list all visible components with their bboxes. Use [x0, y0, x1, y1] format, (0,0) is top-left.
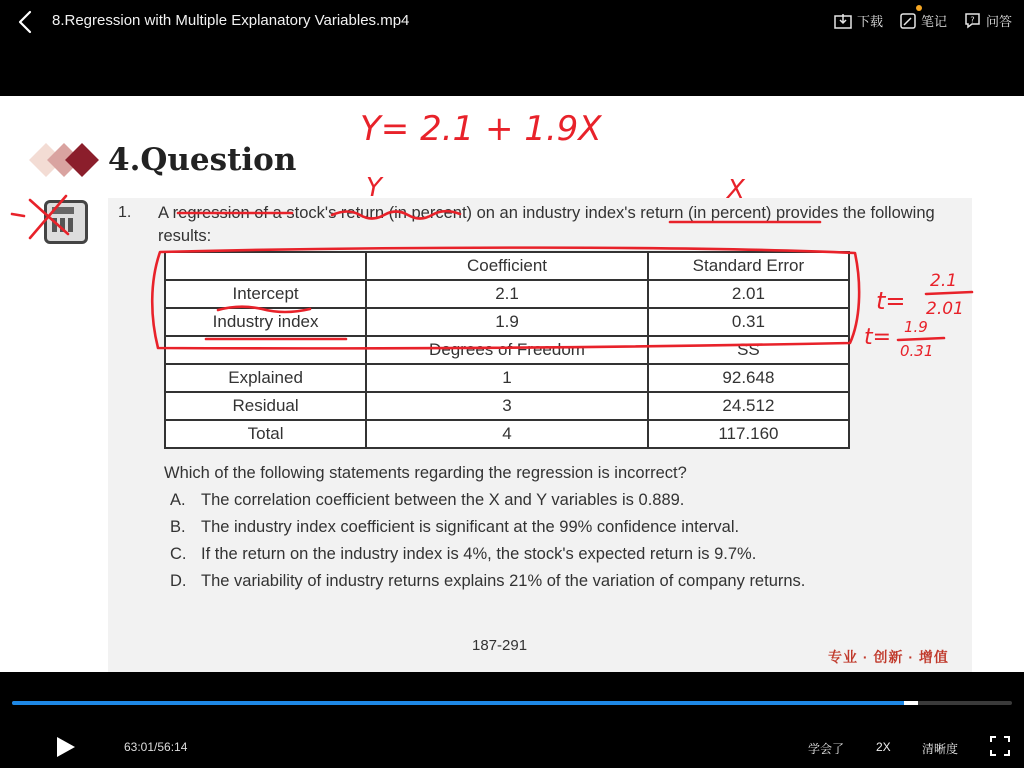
table-cell: 2.01 [648, 280, 849, 308]
video-title: 8.Regression with Multiple Explanatory Variables.mp4 [52, 12, 410, 29]
download-label: 下载 [857, 14, 884, 29]
learned-button[interactable]: 学会了 [808, 742, 845, 756]
option-text: The variability of industry returns explains 21% of the variation of company returns. [201, 572, 806, 590]
time-display: 63:01/56:14 [124, 740, 188, 754]
back-icon[interactable] [12, 8, 40, 36]
table-cell: 117.160 [648, 420, 849, 448]
qa-icon [964, 12, 981, 29]
notes-button[interactable] [900, 11, 947, 30]
svg-text:?: ? [970, 15, 975, 25]
progress-fill [12, 701, 907, 705]
notes-label: 笔记 [921, 14, 948, 29]
table-cell: Total [165, 420, 366, 448]
slogan: 专业 · 创新 · 增值 [828, 649, 949, 665]
table-cell: Explained [165, 364, 366, 392]
t-stat-annotation: t= [876, 287, 906, 315]
fraction-bar [926, 292, 972, 294]
underline-annotation [218, 307, 310, 312]
option-label: C. [170, 545, 187, 563]
t-stat-numerator: 1.9 [904, 318, 928, 336]
table-cell: 1.9 [366, 308, 648, 336]
table-cell: 2.1 [366, 280, 648, 308]
player-controls [0, 672, 1024, 768]
t-stat-denominator: 0.31 [900, 342, 934, 360]
t-stat-denominator: 2.01 [926, 299, 964, 319]
play-icon[interactable] [54, 736, 76, 758]
y-label-annotation: Y [366, 173, 382, 203]
equation-annotation: Y= 2.1 + 1.9X [360, 109, 602, 149]
top-bar [0, 0, 1024, 96]
fraction-bar [898, 338, 944, 340]
table-cell: 0.31 [648, 308, 849, 336]
x-label-annotation: X [727, 175, 745, 205]
qa-button[interactable] [964, 11, 1012, 30]
speed-button[interactable]: 2X [876, 740, 891, 754]
page-number: 187-291 [472, 637, 528, 654]
table-cell: Residual [165, 392, 366, 420]
download-icon [834, 13, 852, 29]
question-prompt: Which of the following statements regarding the regression is incorrect? [164, 464, 687, 482]
download-button[interactable] [834, 11, 883, 30]
t-stat-numerator: 2.1 [930, 271, 958, 291]
progress-bar[interactable] [12, 701, 1012, 705]
video-frame[interactable] [0, 96, 1024, 672]
option-text: If the return on the industry index is 4%, the stock's expected return is 9.7%. [201, 545, 757, 563]
section-title: 4.Question [108, 142, 297, 178]
option-label: D. [170, 572, 187, 590]
option-label: A. [170, 491, 186, 509]
option-text: The correlation coefficient between the X and Y variables is 0.889. [201, 491, 685, 509]
table-cell: Degrees of Freedom [366, 336, 648, 364]
table-cell: 4 [366, 420, 648, 448]
cross-mark-annotation [12, 196, 68, 238]
qa-label: 问答 [986, 14, 1013, 29]
table-cell: 24.512 [648, 392, 849, 420]
table-circle-annotation [152, 248, 859, 349]
question-stem: A regression of a stock's return (in percent) on an industry index's return (in percent) provides the following results: [158, 204, 935, 245]
handwritten-annotations [0, 96, 1024, 672]
option-text: The industry index coefficient is significant at the 99% confidence interval. [201, 518, 740, 536]
option-label: B. [170, 518, 186, 536]
table-cell: 1 [366, 364, 648, 392]
notes-notification-dot [916, 5, 922, 11]
question-number: 1. [118, 204, 132, 221]
underline-annotation [332, 211, 460, 218]
progress-thumb[interactable] [904, 701, 918, 705]
quality-button[interactable]: 清晰度 [922, 742, 959, 756]
table-cell: SS [648, 336, 849, 364]
t-stat-annotation: t= [864, 325, 892, 350]
notes-icon [900, 13, 916, 29]
fullscreen-icon[interactable] [990, 736, 1010, 756]
table-cell: Coefficient [366, 252, 648, 280]
table-cell: 92.648 [648, 364, 849, 392]
table-cell: 3 [366, 392, 648, 420]
table-cell: Standard Error [648, 252, 849, 280]
table-cell: Intercept [165, 280, 366, 308]
table-cell: Industry index [165, 308, 366, 336]
